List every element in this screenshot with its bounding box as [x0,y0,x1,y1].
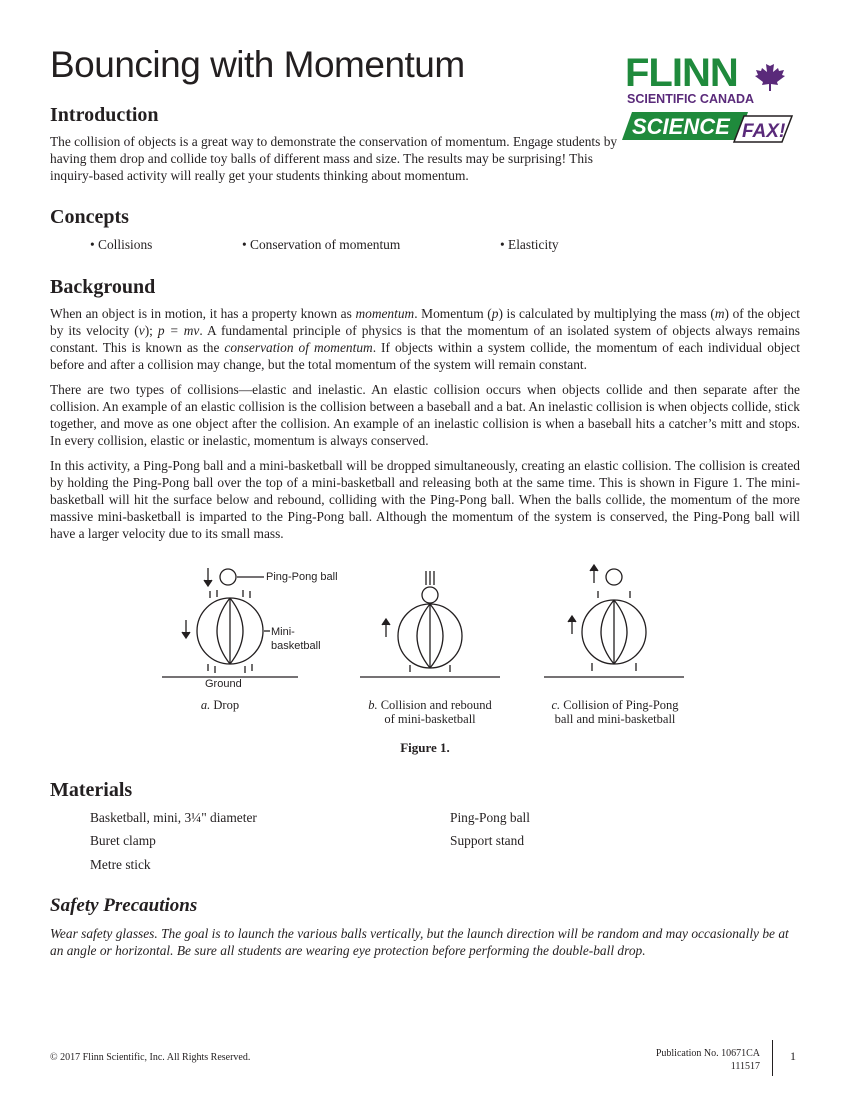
pingpong-ball [422,587,438,603]
background-paragraph-3: In this activity, a Ping-Pong ball and a mini-basketball will be dropped simultaneously, creating an elastic collision. The collision is created by holding the Ping-Pong ball over the top of a mini-basketball and releasing both at the same time. This is shown in Figure 1. The mini-basketball will hit the surface below and rebound, colliding with the Ping-Pong ball. When the balls collide, the momentum of the more massive mini-basketball is imparted to the Ping-Pong ball. Although the momentum of the system is conserved, the Ping-Pong ball will have a larger velocity due to its small mass. [50,458,800,541]
flinn-logo-graphic [620,50,800,150]
safety-text: Wear safety glasses. The goal is to launch the various balls vertically, but the launch direction will be random and may occasionally be at an angle or horizontal. Be sure all students are wearing eye protection before performing the double-ball drop. [50,926,789,958]
footer-code: 111517 [730,1061,760,1072]
label-ground: Ground [205,678,242,690]
maple-leaf-icon [755,60,785,91]
pingpong-ball [606,569,622,585]
materials-heading: Materials [50,779,133,801]
logo-subtitle: SCIENTIFIC CANADA [627,92,755,106]
background-paragraph-1: When an object is in motion, it has a property known as momentum. Momentum (p) is calculated by multiplying the mass (m) of the object by its velocity (v); p = mv. A fundamental principle of physics is that the momentum of an isolated system of objects always remains constant. This is known as the conservation of momentum. If objects within a system collide, the momentum of each individual object before and after a collision may change, but the total momentum of the system will remain constant. [50,306,801,372]
page-number: 1 [790,1049,796,1063]
introduction-text: The collision of objects is a great way to demonstrate the conservation of momentum. Engage students by having them drop and collide toy balls of different mass and size. The results may be surprising! This inquiry-based activity will really get your students thinking about momentum. [50,134,618,183]
material-item: Metre stick [90,857,151,872]
concept-item: • Elasticity [500,237,559,252]
material-item: Basketball, mini, 3¼" diameter [90,810,257,825]
introduction-heading: Introduction [50,104,159,126]
concepts-heading: Concepts [50,206,129,228]
label-basketball: basketball [271,640,321,652]
background-paragraph-2: There are two types of collisions—elastic and inelastic. An elastic collision occurs when objects collide and then separate after the collision. An example of an elastic collision is the collision between a baseball and a bat. An inelastic collision is when objects collide, stick together, and move as one object after the collision. An example of an inelastic collision is when a baseball hits a catcher’s mitt and stops. In every collision, elastic or inelastic, momentum is always conserved. [50,382,800,448]
caption-b: b. Collision and rebound of mini-basketball [368,698,492,726]
footer-publication: Publication No. 10671CA [655,1048,760,1059]
page-title: Bouncing with Momentum [50,44,465,85]
material-item: Ping-Pong ball [450,810,530,825]
logo-brand: FLINN [625,51,738,95]
flinn-logo [620,50,800,150]
label-pingpong: Ping-Pong ball [266,571,338,583]
background-heading: Background [50,276,156,298]
logo-science-text: SCIENCE [632,114,730,139]
figure-title: Figure 1. [400,740,450,755]
material-item: Buret clamp [90,833,156,848]
figure-a-drop [162,568,298,677]
concept-item: • Conservation of momentum [242,237,401,252]
safety-heading: Safety Precautions [50,895,198,916]
caption-c: c. Collision of Ping-Pong ball and mini-basketball [551,698,679,726]
footer-copyright: © 2017 Flinn Scientific, Inc. All Rights Reserved. [50,1052,251,1063]
material-item: Support stand [450,833,525,848]
caption-a: a. Drop [200,698,240,712]
figure-b-rebound [360,571,500,677]
concept-item: • Collisions [90,237,153,252]
footer-divider [772,1040,773,1076]
figure-c-collision [544,565,684,677]
label-mini: Mini- [271,626,295,638]
logo-fax-text: FAX! [742,121,786,142]
pingpong-ball [220,569,236,585]
